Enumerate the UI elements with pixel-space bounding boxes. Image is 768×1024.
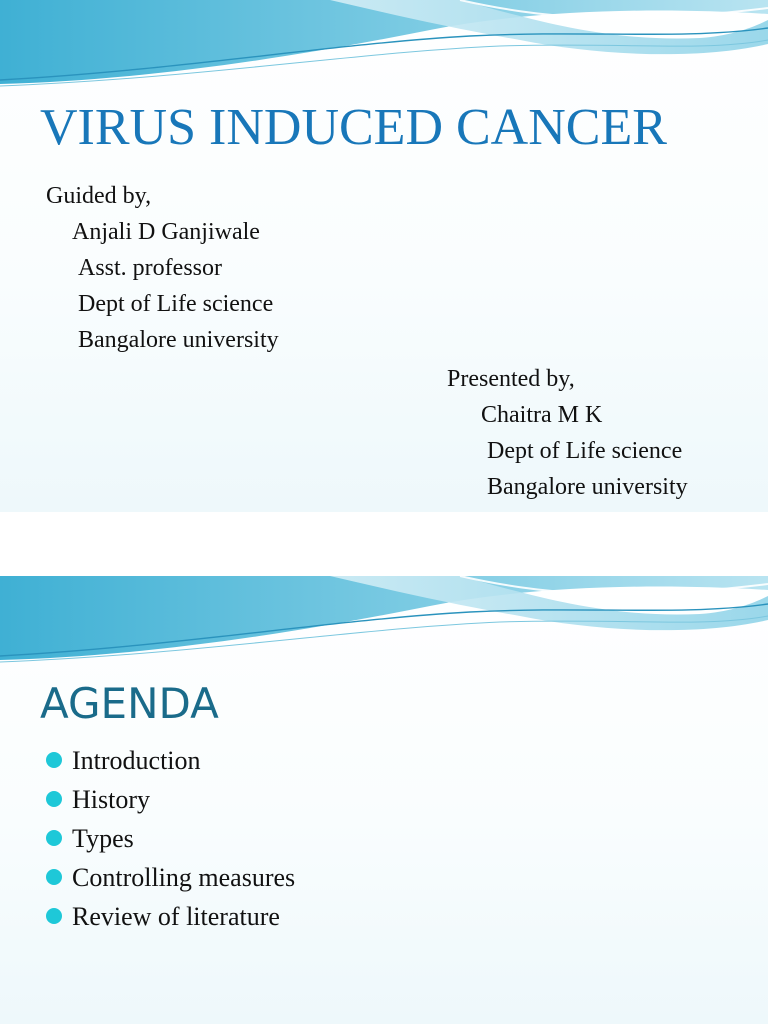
guide-position: Asst. professor: [78, 255, 222, 281]
agenda-item-controlling-measures: [46, 861, 295, 900]
wave-header-decoration: [0, 0, 768, 100]
agenda-item-label: Review of literature: [72, 902, 280, 931]
agenda-item-introduction: [46, 744, 295, 783]
agenda-item-review-of-literature: [46, 900, 295, 939]
agenda-slide: [0, 576, 768, 1024]
bullet-icon: [46, 752, 62, 768]
guide-name: Anjali D Ganjiwale: [72, 219, 260, 245]
agenda-item-label: Types: [72, 824, 134, 853]
guided-by-heading: Guided by,: [46, 183, 152, 209]
agenda-item-label: Controlling measures: [72, 863, 296, 892]
presenter-university: Bangalore university: [487, 474, 688, 500]
presenter-name: Chaitra M K: [481, 402, 603, 428]
bullet-icon: [46, 791, 62, 807]
agenda-item-types: [46, 822, 295, 861]
wave-header-decoration: [0, 576, 768, 676]
agenda-item-label: Introduction: [72, 746, 201, 775]
bullet-icon: [46, 908, 62, 924]
presenter-department: Dept of Life science: [487, 438, 683, 464]
bullet-icon: [46, 869, 62, 885]
agenda-item-label: History: [72, 785, 150, 814]
bullet-icon: [46, 830, 62, 846]
guide-department: Dept of Life science: [78, 291, 274, 317]
guide-university: Bangalore university: [78, 327, 279, 353]
agenda-list: [46, 744, 295, 939]
agenda-title: AGENDA: [40, 679, 219, 728]
presented-by-heading: Presented by,: [447, 366, 575, 392]
agenda-item-history: [46, 783, 295, 822]
slide-title: VIRUS INDUCED CANCER: [40, 99, 667, 156]
